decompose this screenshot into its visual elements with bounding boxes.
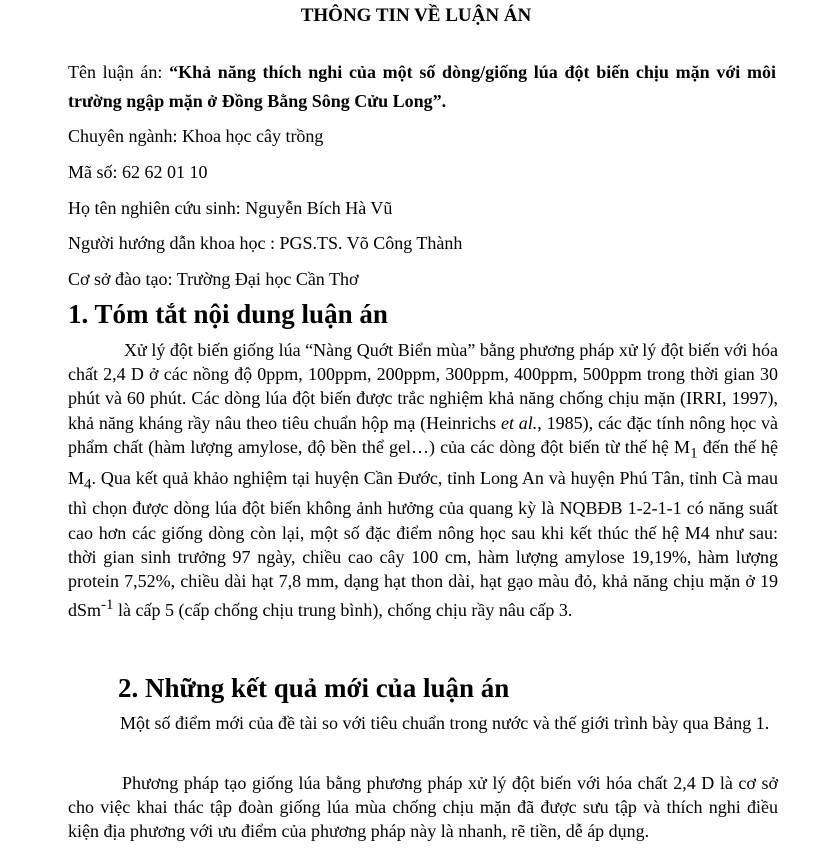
info-supervisor: Người hướng dẫn khoa học : PGS.TS. Võ Công Thành	[68, 233, 463, 253]
section-1-heading: 1. Tóm tắt nội dung luận án	[68, 299, 388, 329]
summary-subscript-1: 1	[690, 445, 698, 462]
summary-superscript-neg1: -1	[101, 597, 114, 614]
summary-et-al: et al.	[500, 412, 538, 433]
info-major: Chuyên ngành: Khoa học cây trồng	[68, 126, 324, 146]
info-institution: Cơ sở đào tạo: Trường Đại học Cần Thơ	[68, 269, 359, 289]
info-researcher: Họ tên nghiên cứu sinh: Nguyễn Bích Hà Vũ	[68, 198, 393, 218]
summary-text-c: đến thế hệ M	[68, 436, 779, 488]
summary-text-b: , 1985), các đặc tính nông học và phẩm chất (hàm lượng amylose, độ bền thể gel…) của các dòng đột biến từ thế hệ M	[68, 412, 779, 457]
results-intro-paragraph: Một số điểm mới của đề tài so với tiêu chuẩn trong nước và thế giới trình bày qua Bảng 1.	[120, 713, 770, 733]
summary-text-d: . Qua kết quả khảo nghiệm tại huyện Cần Đước, tỉnh Long An và huyện Phú Tân, tỉnh Cà mau thì chọn được dòng lúa đột biến không ảnh hưởng của quang kỳ là NQBĐB 1-2-1-1 có năng suất cao hơn các giống dòng còn lại, một số đặc điểm nông học sau khi kết thúc thế hệ M4 như sau: thời gian sinh trưởng 97 ngày, chiều cao cây 100 cm, hàm lượng amylose 19,19%, hàm lượng protein 7,52%, chiều dài hạt 7,8 mm, dạng hạt thon dài, hạt gạo màu đỏ, khả năng chịu mặn ở 19 dSm	[68, 467, 778, 621]
thesis-title	[68, 58, 776, 116]
section-2-heading: 2. Những kết quả mới của luận án	[118, 673, 510, 703]
method-paragraph: Phương pháp tạo giống lúa bằng phương pháp xử lý đột biến với hóa chất 2,4 D là cơ sở cho việc khai thác tập đoàn giống lúa mùa chống chịu mặn đã được sưu tập và thích nghi điều kiện địa phương với ưu điểm của phương pháp này là nhanh, rẽ tiền, dễ áp dụng.	[68, 773, 778, 841]
info-code: Mã số: 62 62 01 10	[68, 162, 208, 182]
summary-text-e: là cấp 5 (cấp chống chịu trung bình), chống chịu rầy nâu cấp 3.	[113, 600, 573, 621]
summary-subscript-4: 4	[84, 476, 92, 493]
summary-paragraph	[68, 338, 778, 622]
thesis-title-value: “Khả năng thích nghi của một số dòng/giống lúa đột biến chịu mặn với môi trường ngập mặn ở Đồng Bằng Sông Cửu Long”.	[68, 62, 776, 111]
summary-text-a: Xử lý đột biến giống lúa “Nàng Quớt Biển mùa” bằng phương pháp xử lý đột biến với hóa chất 2,4 D ở các nồng độ 0ppm, 100ppm, 200ppm, 300ppm, 400ppm, 500ppm trong thời gian 30 phút và 60 phút. Các dòng lúa đột biến được trắc nghiệm khả năng chống chịu mặn (IRRI, 1997), khả năng kháng rầy nâu theo tiêu chuẩn hộp mạ (Heinrichs	[68, 340, 778, 433]
thesis-title-label: Tên luận án:	[68, 62, 170, 82]
document-title: THÔNG TIN VỀ LUẬN ÁN	[300, 5, 532, 26]
